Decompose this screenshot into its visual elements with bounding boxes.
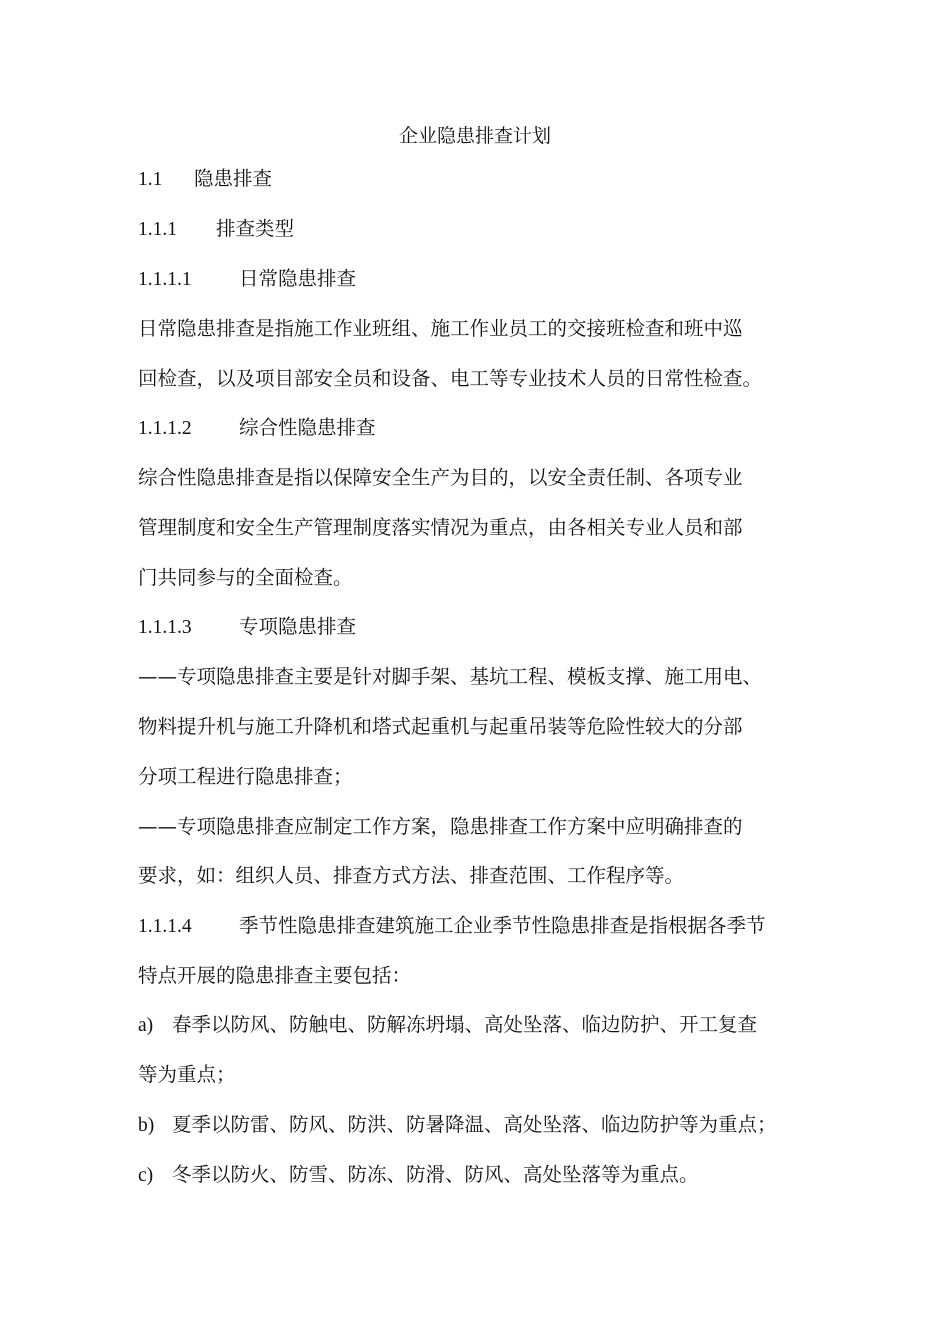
- paragraph-line: 综合性隐患排查是指以保障安全生产为目的，以安全责任制、各项专业: [138, 466, 743, 489]
- heading-text: 隐患排查: [194, 167, 273, 190]
- heading-1-1-1-2: [138, 414, 376, 443]
- heading-text: 日常隐患排查: [239, 267, 357, 290]
- document-title: 企业隐患排查计划: [398, 125, 551, 147]
- paragraph-line: 回检查，以及项目部安全员和设备、电工等专业技术人员的日常性检查。: [138, 367, 763, 390]
- list-item-text: 冬季以防火、防雪、防冻、防滑、防风、高处坠落等为重点。: [172, 1163, 699, 1186]
- paragraph-line: 门共同参与的全面检查。: [138, 566, 353, 589]
- list-item-spring: [138, 1011, 757, 1040]
- list-item-text: 夏季以防雷、防风、防洪、防暑降温、高处坠落、临边防护等为重点；: [172, 1113, 777, 1136]
- heading-1-1-1-1: [138, 265, 356, 294]
- heading-1-1: [138, 165, 272, 194]
- heading-number: 1.1.1.3: [138, 617, 192, 638]
- list-item-continuation: 等为重点；: [138, 1063, 236, 1086]
- list-marker: b): [138, 1115, 155, 1136]
- heading-number: 1.1.1: [138, 219, 177, 240]
- heading-text: 季节性隐患排查建筑施工企业季节性隐患排查是指根据各季节: [239, 914, 766, 937]
- heading-1-1-1-3: [138, 613, 356, 642]
- list-item-text: 春季以防风、防触电、防解冻坍塌、高处坠落、临边防护、开工复查: [172, 1013, 758, 1036]
- heading-number: 1.1.1.1: [138, 269, 192, 290]
- list-marker: a): [138, 1015, 154, 1036]
- heading-number: 1.1.1.2: [138, 418, 192, 439]
- paragraph-line: 日常隐患排查是指施工作业班组、施工作业员工的交接班检查和班中巡: [138, 317, 743, 340]
- heading-number: 1.1.1.4: [138, 916, 192, 937]
- paragraph-line: ——专项隐患排查应制定工作方案，隐患排查工作方案中应明确排查的: [138, 815, 743, 838]
- heading-text: 排查类型: [216, 217, 295, 240]
- paragraph-line: 管理制度和安全生产管理制度落实情况为重点，由各相关专业人员和部: [138, 516, 743, 539]
- heading-text: 综合性隐患排查: [239, 416, 376, 439]
- heading-number: 1.1: [138, 169, 163, 190]
- paragraph-line: 分项工程进行隐患排查；: [138, 765, 353, 788]
- list-item-winter: [138, 1161, 699, 1190]
- heading-text: 专项隐患排查: [239, 615, 357, 638]
- heading-1-1-1: [138, 215, 294, 244]
- list-item-summer: [138, 1111, 777, 1140]
- heading-1-1-1-4: [138, 912, 766, 941]
- paragraph-line: ——专项隐患排查主要是针对脚手架、基坑工程、模板支撑、施工用电、: [138, 665, 763, 688]
- paragraph-line: 物料提升机与施工升降机和塔式起重机与起重吊装等危险性较大的分部: [138, 715, 743, 738]
- paragraph-line: 要求，如：组织人员、排查方式方法、排查范围、工作程序等。: [138, 864, 685, 887]
- list-marker: c): [138, 1165, 154, 1186]
- paragraph-line: 特点开展的隐患排查主要包括：: [138, 964, 412, 987]
